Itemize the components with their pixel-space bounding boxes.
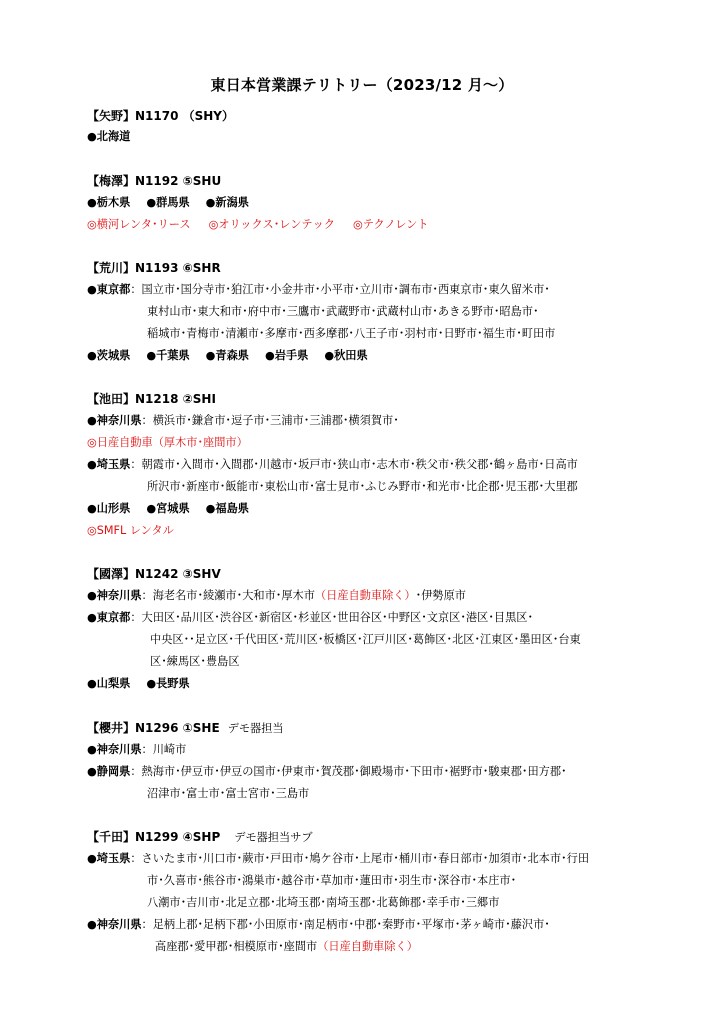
section-arakawa-tokyo-line2: 東村山市･東大和市･府中市･三鷹市･武蔵野市･武蔵村山市･あきる野市･昭島市･ [147, 305, 539, 318]
prefecture-aomori: ●青森県 [205, 349, 249, 362]
section-yano-prefecture: ●北海道 [87, 130, 131, 143]
section-ikeda-header: 【池田】N1218 ②SHI [87, 392, 216, 406]
section-kunisawa-tokyo-line2: 中央区･･足立区･千代田区･荒川区･板橋区･江戸川区･葛飾区･北区･江東区･墨田区･台東 [150, 633, 581, 646]
city-list-tail: ･伊勢原市 [415, 589, 466, 602]
prefecture-shizuoka: ●静岡県 [87, 765, 131, 778]
prefecture-tokyo: ●東京都 [87, 283, 131, 296]
prefecture-gunma: ●群馬県 [146, 196, 190, 209]
section-kunisawa-tokyo-line3: 区･練馬区･豊島区 [150, 655, 240, 668]
city-list: ：川崎市 [141, 743, 187, 756]
nissan-exclusion-note: （日産自動車除く） [314, 589, 416, 602]
rental-yokogawa: ◎横河レンタ･リース [87, 218, 191, 231]
section-kunisawa-header: 【國澤】N1242 ③SHV [87, 567, 221, 581]
prefecture-yamanashi: ●山梨県 [87, 677, 131, 690]
prefecture-kanagawa: ●神奈川県 [87, 414, 142, 427]
city-list: ：さいたま市･川口市･蕨市･戸田市･鳩ケ谷市･上尾市･桶川市･春日部市･加須市･北本市･行田 [130, 852, 590, 865]
section-umezawa-header: 【梅澤】N1192 ⑤SHU [87, 174, 222, 188]
rental-orix: ◎オリックス･レンテック [208, 218, 335, 231]
section-sakurai-kanagawa [87, 742, 186, 758]
section-kunisawa-kanagawa [87, 588, 466, 604]
prefecture-kanagawa: ●神奈川県 [87, 589, 142, 602]
prefecture-nagano: ●長野県 [146, 677, 190, 690]
section-chida-kanagawa-line2 [155, 939, 418, 955]
page-title: 東日本営業課テリトリー（2023/12 月～） [210, 76, 514, 94]
section-umezawa-rental-accounts [87, 217, 428, 233]
prefecture-saitama: ●埼玉県 [87, 458, 131, 471]
prefecture-yamagata: ●山形県 [87, 502, 131, 515]
prefecture-kanagawa: ●神奈川県 [87, 918, 142, 931]
city-list: ：熱海市･伊豆市･伊豆の国市･伊東市･賀茂郡･御殿場市･下田市･裾野市･駿東郡･田方郡･ [130, 765, 567, 778]
section-ikeda-saitama-line1 [87, 457, 578, 473]
prefecture-fukushima: ●福島県 [205, 502, 249, 515]
section-ikeda-saitama-line2: 所沢市･新座市･飯能市･東松山市･富士見市･ふじみ野市･和光市･比企郡･児玉郡･大里郡 [147, 480, 578, 493]
ward-list: ：大田区･品川区･渋谷区･新宿区･杉並区･世田谷区･中野区･文京区･港区･目黒区･ [130, 611, 534, 624]
section-chida-saitama-line2: 市･久喜市･熊谷市･鴻巣市･越谷市･草加市･蓮田市･羽生市･深谷市･本庄市･ [147, 874, 517, 887]
city-list: ：朝霞市･入間市･入間郡･川越市･坂戸市･狭山市･志木市･秩父市･秩父郡･鶴ヶ島市･日高市 [130, 458, 578, 471]
prefecture-ibaraki: ●茨城県 [87, 349, 131, 362]
section-arakawa-prefectures [87, 348, 368, 364]
prefecture-tochigi: ●栃木県 [87, 196, 131, 209]
section-sakurai-shizuoka-line1 [87, 764, 567, 780]
demo-role-note: デモ器担当 [227, 722, 284, 735]
section-ikeda-smfl-note: ◎SMFL レンタル [87, 524, 174, 537]
city-list: ：国立市･国分寺市･狛江市･小金井市･小平市･立川市･調布市･西東京市･東久留米市･ [130, 283, 550, 296]
section-ikeda-prefectures [87, 501, 249, 517]
section-yano-header: 【矢野】N1170 （SHY） [87, 109, 234, 123]
section-chida-saitama-line1 [87, 851, 589, 867]
section-chida-kanagawa-line1 [87, 917, 550, 933]
section-kunisawa-tokyo-line1 [87, 610, 533, 626]
section-kunisawa-prefectures [87, 676, 190, 692]
section-chida-saitama-line3: 八潮市･吉川市･北足立郡･北埼玉郡･南埼玉郡･北葛飾郡･幸手市･三郷市 [147, 896, 500, 909]
prefecture-kanagawa: ●神奈川県 [87, 743, 142, 756]
section-ikeda-nissan-note: ◎日産自動車（厚木市･座間市） [87, 436, 248, 449]
section-arakawa-header: 【荒川】N1193 ⑥SHR [87, 261, 221, 275]
city-list: ：横浜市･鎌倉市･逗子市･三浦市･三浦郡･横須賀市･ [141, 414, 399, 427]
demo-sub-role-note: デモ器担当サブ [234, 831, 313, 844]
city-list: ：足柄上郡･足柄下郡･小田原市･南足柄市･中郡･秦野市･平塚市･茅ヶ崎市･藤沢市･ [141, 918, 550, 931]
prefecture-miyagi: ●宮城県 [146, 502, 190, 515]
prefecture-chiba: ●千葉県 [146, 349, 190, 362]
section-sakurai-header [87, 720, 284, 737]
section-sakurai-title: 【櫻井】N1296 ①SHE [87, 721, 220, 735]
section-arakawa-tokyo-line3: 稲城市･青梅市･清瀬市･多摩市･西多摩郡･八王子市･羽村市･日野市･福生市･町田市 [147, 327, 556, 340]
section-chida-header [87, 829, 313, 846]
section-arakawa-tokyo-line1 [87, 282, 550, 298]
prefecture-saitama: ●埼玉県 [87, 852, 131, 865]
nissan-exclusion-note: （日産自動車除く） [317, 940, 418, 953]
prefecture-akita: ●秋田県 [324, 349, 368, 362]
city-list: 高座郡･愛甲郡･相模原市･座間市 [155, 940, 318, 953]
city-list: ：海老名市･綾瀬市･大和市･厚木市 [141, 589, 315, 602]
prefecture-niigata: ●新潟県 [205, 196, 249, 209]
prefecture-iwate: ●岩手県 [264, 349, 309, 362]
section-chida-title: 【千田】N1299 ④SHP [87, 830, 221, 844]
section-sakurai-shizuoka-line2: 沼津市･富士市･富士宮市･三島市 [147, 787, 310, 800]
section-umezawa-prefectures [87, 195, 249, 211]
section-ikeda-kanagawa [87, 413, 399, 429]
prefecture-tokyo: ●東京都 [87, 611, 131, 624]
rental-technorent: ◎テクノレント [352, 218, 429, 231]
